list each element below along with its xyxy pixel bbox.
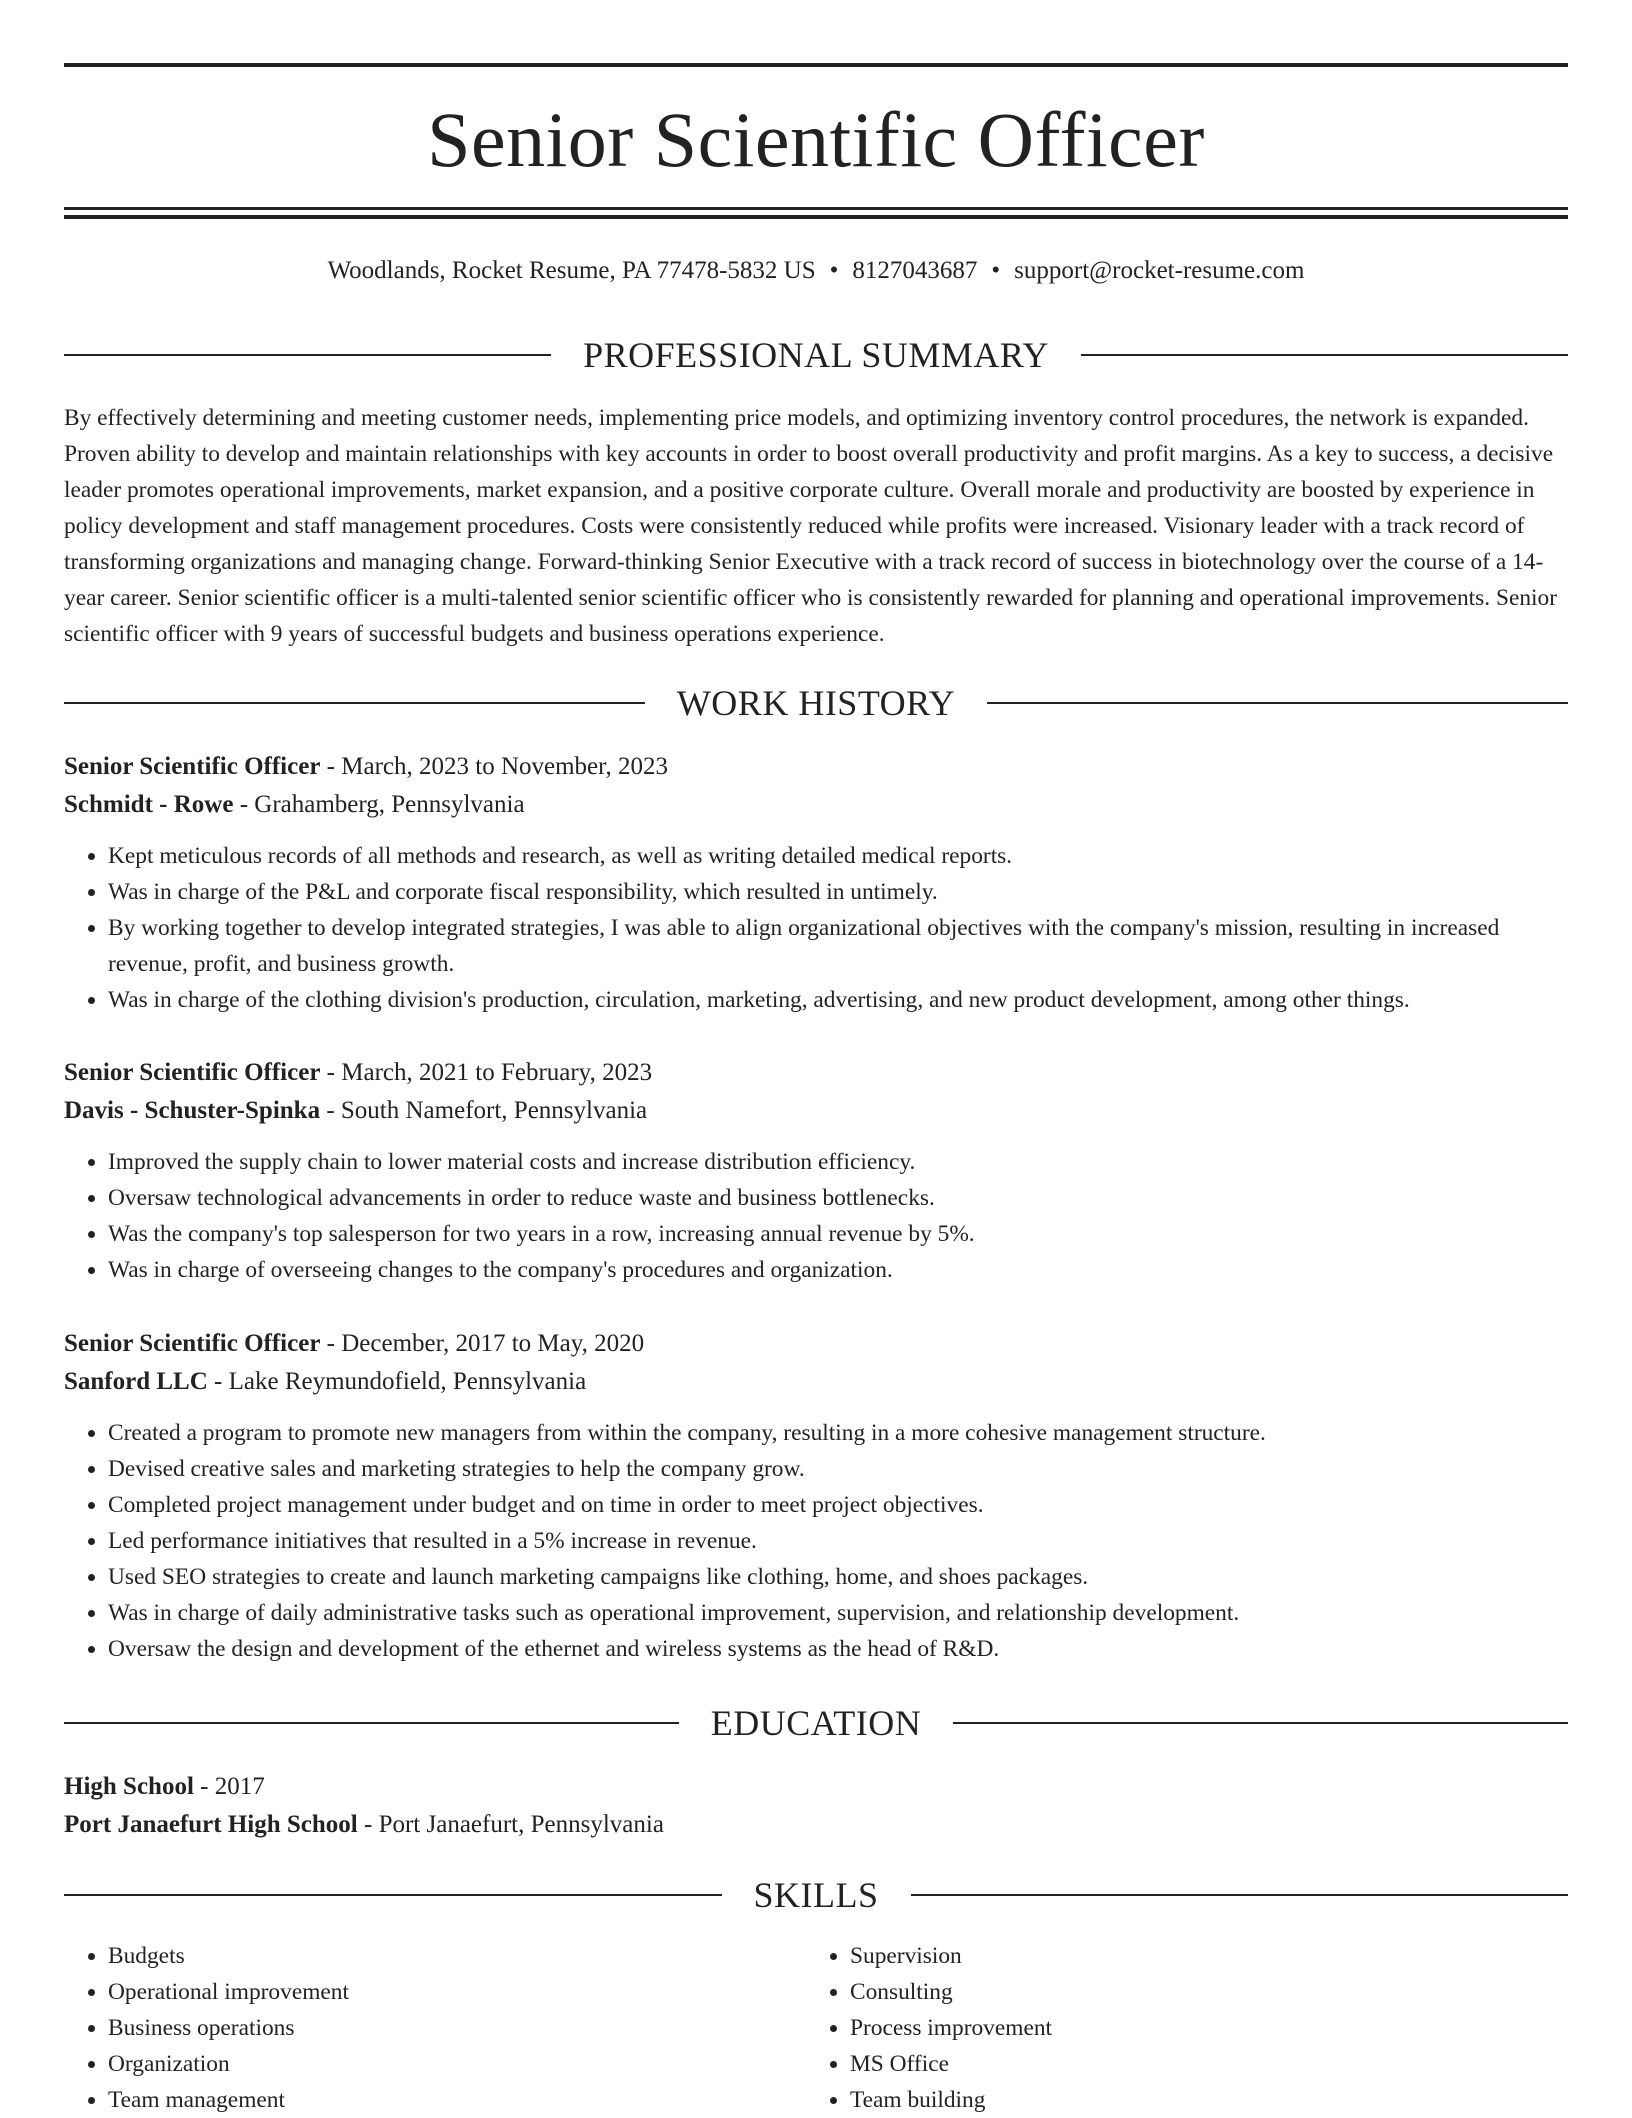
- education-degree-line: [64, 1768, 1568, 1806]
- education-heading-label: EDUCATION: [710, 1703, 922, 1743]
- title-rule-upper: [64, 207, 1568, 210]
- summary-text: By effectively determining and meeting customer needs, implementing price models, and optimizing inventory control procedures, the network is expanded. Proven ability to develop and maintain relationships with key accounts in order to boost overall productivity and profit margins. As a key to success, a decisive leader promotes operational improvements, market expansion, and a positive corporate culture. Overall morale and productivity are boosted by experience in policy development and staff management procedures. Costs were consistently reduced while profits were increased. Visionary leader with a track record of transforming organizations and managing change. Forward-thinking Senior Executive with a track record of success in biotechnology over the course of a 14-year career. Senior scientific officer is a multi-talented senior scientific officer who is consistently rewarded for planning and operational improvements. Senior scientific officer with 9 years of successful budgets and business operations experience.: [64, 405, 1558, 647]
- job-bullets: [64, 838, 1568, 1018]
- job-bullet: • Oversaw technological advancements in order to reduce waste and business bottlenecks.: [108, 1180, 1568, 1216]
- job-entry: [64, 1325, 1568, 1667]
- heading-rule-left: [64, 702, 645, 704]
- title-rule-lower: [64, 215, 1568, 219]
- skill-item: • Business operations: [108, 2010, 806, 2046]
- job-bullet: • Devised creative sales and marketing strategies to help the company grow.: [108, 1451, 1568, 1487]
- education-year: - 2017: [193, 1773, 265, 1800]
- education-school: Port Janaefurt High School: [64, 1811, 358, 1838]
- education-heading: [64, 1701, 1568, 1745]
- skill-item: • Team management: [108, 2082, 806, 2118]
- job-entry: [64, 1054, 1568, 1288]
- job-dates: - March, 2021 to February, 2023: [320, 1059, 653, 1086]
- job-bullet: • Created a program to promote new managers from within the company, resulting in a more cohesive management structure.: [108, 1415, 1568, 1451]
- work-heading-label: WORK HISTORY: [676, 683, 956, 723]
- education-location: - Port Janaefurt, Pennsylvania: [357, 1811, 664, 1838]
- top-rule: [64, 63, 1568, 67]
- skill-item: • MS Office: [850, 2046, 1548, 2082]
- summary-heading-label: PROFESSIONAL SUMMARY: [583, 335, 1049, 375]
- skill-item: • Organization: [108, 2046, 806, 2082]
- job-location: - South Namefort, Pennsylvania: [320, 1097, 648, 1124]
- job-title: Senior Scientific Officer: [64, 1059, 321, 1086]
- job-bullet: • Was in charge of the clothing division's production, circulation, marketing, advertising, and new product development, among other things.: [108, 982, 1568, 1018]
- contact-line: [64, 254, 1568, 288]
- skills-list: [64, 1938, 1568, 2118]
- contact-address: Woodlands, Rocket Resume, PA 77478-5832 US: [327, 257, 816, 284]
- heading-rule-right: [1081, 354, 1568, 356]
- summary-heading: [64, 333, 1568, 377]
- skill-item: • Process improvement: [850, 2010, 1548, 2046]
- job-company-line: [64, 786, 1568, 824]
- resume-title: Senior Scientific Officer: [427, 96, 1205, 183]
- job-bullets: [64, 1415, 1568, 1667]
- job-title-line: [64, 1325, 1568, 1363]
- job-bullet: • Was in charge of overseeing changes to the company's procedures and organization.: [108, 1252, 1568, 1288]
- contact-separator: •: [829, 257, 839, 284]
- job-company: Davis - Schuster-Spinka: [64, 1097, 321, 1124]
- job-bullet: • Used SEO strategies to create and launch marketing campaigns like clothing, home, and shoes packages.: [108, 1559, 1568, 1595]
- skill-item: • Budgets: [108, 1938, 806, 1974]
- job-bullet: • Was the company's top salesperson for two years in a row, increasing annual revenue by 5%.: [108, 1216, 1568, 1252]
- education-entry: [64, 1768, 1568, 1844]
- education-degree: High School: [64, 1773, 194, 1800]
- heading-rule-left: [64, 354, 551, 356]
- education-school-line: [64, 1806, 1568, 1844]
- job-location: - Grahamberg, Pennsylvania: [233, 791, 525, 818]
- job-bullet: • Was in charge of the P&L and corporate fiscal responsibility, which resulted in untimely.: [108, 874, 1568, 910]
- job-bullet: • Led performance initiatives that resulted in a 5% increase in revenue.: [108, 1523, 1568, 1559]
- contact-email: support@rocket-resume.com: [1014, 257, 1305, 284]
- job-title: Senior Scientific Officer: [64, 1330, 321, 1357]
- job-company: Schmidt - Rowe: [64, 791, 234, 818]
- job-dates: - March, 2023 to November, 2023: [320, 753, 668, 780]
- contact-phone: 8127043687: [852, 257, 978, 284]
- job-bullet: • Was in charge of daily administrative tasks such as operational improvement, supervision, and relationship development.: [108, 1595, 1568, 1631]
- skill-item: • Supervision: [850, 1938, 1548, 1974]
- skill-item: • Team building: [850, 2082, 1548, 2118]
- contact-separator: •: [991, 257, 1001, 284]
- skills-column-right: [806, 1938, 1548, 2118]
- job-bullets: [64, 1144, 1568, 1288]
- job-bullet: • By working together to develop integrated strategies, I was able to align organizational objectives with the company's mission, resulting in increased revenue, profit, and business growth.: [108, 910, 1568, 982]
- heading-rule-left: [64, 1894, 722, 1896]
- job-bullet: • Oversaw the design and development of the ethernet and wireless systems as the head of R&D.: [108, 1631, 1568, 1667]
- heading-rule-right: [953, 1722, 1568, 1724]
- job-location: - Lake Reymundofield, Pennsylvania: [207, 1368, 587, 1395]
- job-title-line: [64, 748, 1568, 786]
- skill-item: • Consulting: [850, 1974, 1548, 2010]
- skill-item: • Operational improvement: [108, 1974, 806, 2010]
- job-bullet: • Kept meticulous records of all methods and research, as well as writing detailed medical reports.: [108, 838, 1568, 874]
- job-company: Sanford LLC: [64, 1368, 208, 1395]
- heading-rule-right: [911, 1894, 1569, 1896]
- heading-rule-right: [987, 702, 1568, 704]
- skills-heading: [64, 1873, 1568, 1917]
- work-heading: [64, 681, 1568, 725]
- skills-heading-label: SKILLS: [753, 1875, 879, 1915]
- job-entry: [64, 748, 1568, 1018]
- job-dates: - December, 2017 to May, 2020: [320, 1330, 645, 1357]
- job-company-line: [64, 1092, 1568, 1130]
- job-bullet: • Completed project management under budget and on time in order to meet project objectives.: [108, 1487, 1568, 1523]
- job-bullet: • Improved the supply chain to lower material costs and increase distribution efficiency.: [108, 1144, 1568, 1180]
- job-company-line: [64, 1363, 1568, 1401]
- skills-column-left: [64, 1938, 806, 2118]
- job-title-line: [64, 1054, 1568, 1092]
- heading-rule-left: [64, 1722, 679, 1724]
- job-title: Senior Scientific Officer: [64, 753, 321, 780]
